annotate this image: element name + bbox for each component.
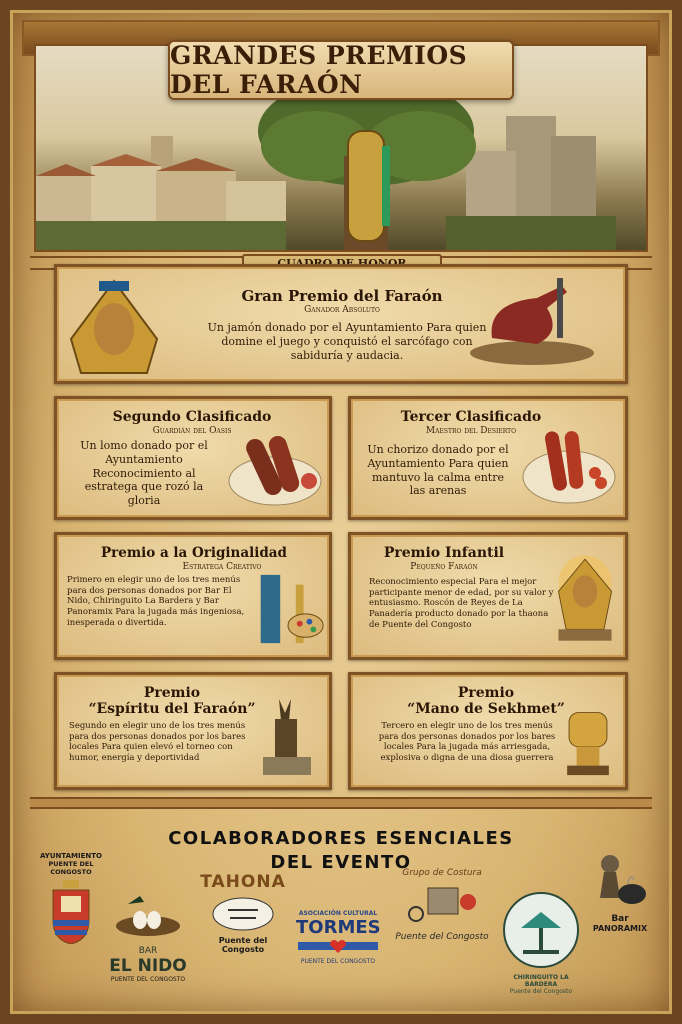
prize-title: Tercer Clasificado	[400, 409, 542, 425]
prize-card-third	[348, 396, 628, 520]
title-banner	[168, 40, 514, 100]
prize-card-second	[54, 396, 332, 520]
section-divider	[30, 797, 652, 809]
logo-bar-panoramix	[584, 850, 656, 946]
lomo-icon	[225, 429, 325, 509]
logo-label: PANORAMIX	[592, 924, 648, 933]
coat-of-arms-icon	[51, 880, 91, 944]
bread-icon	[208, 892, 278, 932]
prize-title: Segundo Clasificado	[112, 409, 272, 425]
creative-statue-icon	[249, 565, 327, 653]
prize-title-line1: Premio	[143, 685, 201, 701]
sewing-icon	[402, 878, 482, 928]
prize-subtitle: Pequeño Faraón	[410, 562, 478, 572]
prize-card-sekhmet	[348, 672, 628, 790]
logo-label: Puente del Congosto	[218, 936, 268, 954]
prize-card-grand	[54, 264, 628, 384]
prize-card-children	[348, 532, 628, 660]
tree-sarcophagus-illustration	[256, 76, 476, 252]
logo-chiringuito-la-bardera	[498, 890, 584, 995]
prize-description: Un lomo donado por el Ayuntamiento Reconocimiento al estratega que rozó la gloria	[80, 439, 208, 507]
nest-icon	[108, 892, 188, 942]
prize-card-spirit	[54, 672, 332, 790]
logo-asociacion-tormes	[296, 910, 380, 972]
logo-label: CHIRINGUITO LA BARDERA	[513, 974, 569, 988]
chorizo-icon	[519, 427, 619, 507]
logo-label: TORMES	[296, 917, 381, 938]
logo-tahona	[200, 872, 286, 952]
druid-cauldron-icon	[590, 850, 650, 910]
prize-description: Primero en elegir uno de los tres menús para dos personas donados por Bar El Nido, Chiringuito La Bardera y Bar Panoramix Para la jugada más ingeniosa, inesperada o divertida.	[67, 575, 245, 628]
prize-title: Premio Infantil	[383, 545, 505, 561]
logo-label: PUENTE DEL CONGOSTO	[48, 860, 94, 876]
prize-subtitle: Estratega Creativo	[182, 562, 262, 572]
pharaoh-mask-icon	[69, 279, 159, 375]
town-illustration	[36, 136, 286, 252]
logo-grupo-costura	[394, 868, 490, 958]
collaborators-title-line2: DEL EVENTO	[270, 852, 412, 873]
prize-subtitle: Maestro del Desierto	[425, 426, 517, 436]
prize-subtitle: Guardián del Oasis	[152, 426, 232, 436]
logo-label: TAHONA	[200, 872, 286, 892]
logo-bar-el-nido	[100, 892, 196, 992]
prize-description: Reconocimiento especial Para el mejor participante menor de edad, por su valor y entusiasmo. Roscón de Reyes de La Panadería producto donado por la thaona de Puente del Congosto	[369, 577, 554, 630]
prize-title-line2: “Mano de Sekhmet”	[407, 701, 565, 717]
collaborators-title-line1: COLABORADORES ESENCIALES	[168, 828, 514, 849]
anubis-statue-icon	[249, 695, 325, 781]
logo-label: EL NIDO	[109, 956, 187, 976]
logo-label: BAR	[138, 946, 158, 956]
prize-title-line1: Premio	[457, 685, 515, 701]
chiringuito-badge-icon	[501, 890, 581, 970]
golden-fist-icon	[559, 705, 617, 777]
logo-label: Bar	[611, 914, 629, 924]
prize-subtitle: Ganador Absoluto	[304, 305, 380, 315]
logo-label: PUENTE DEL CONGOSTO	[300, 958, 376, 965]
logo-label: Grupo de Costura	[402, 868, 482, 878]
ham-icon	[467, 277, 597, 369]
logo-label: AYUNTAMIENTO	[40, 852, 102, 860]
prize-title: Gran Premio del Faraón	[241, 287, 443, 305]
logo-label: PUENTE DEL CONGOSTO	[110, 976, 186, 983]
prize-card-originality	[54, 532, 332, 660]
prize-title-line2: “Espíritu del Faraón”	[88, 701, 256, 717]
logo-label: ASOCIACIÓN CULTURAL	[298, 910, 378, 917]
logo-label: Puente del Congosto	[509, 988, 573, 995]
prize-description: Un chorizo donado por el Ayuntamiento Para quien mantuvo la calma entre las arenas	[367, 443, 509, 498]
prize-title: Premio a la Originalidad	[100, 545, 287, 561]
prize-description: Tercero en elegir uno de los tres menús para dos personas donados por los bares locales Para la jugada más arriesgada, explosiva o digna de una diosa guerrera	[378, 721, 556, 763]
child-pharaoh-icon	[549, 553, 621, 645]
logo-label: Puente del Congosto	[395, 932, 489, 942]
prize-description: Un jamón donado por el Ayuntamiento Para quien domine el juego y conquistó el sarcófago con sabiduría y audacia.	[207, 321, 487, 362]
heart-river-icon	[298, 938, 378, 954]
page-title: GRANDES PREMIOS DEL FARAÓN	[170, 41, 468, 99]
prize-description: Segundo en elegir uno de los tres menús para dos personas donados por los bares locales Para quien elevó el torneo con humor, energía y deportividad	[69, 721, 246, 763]
